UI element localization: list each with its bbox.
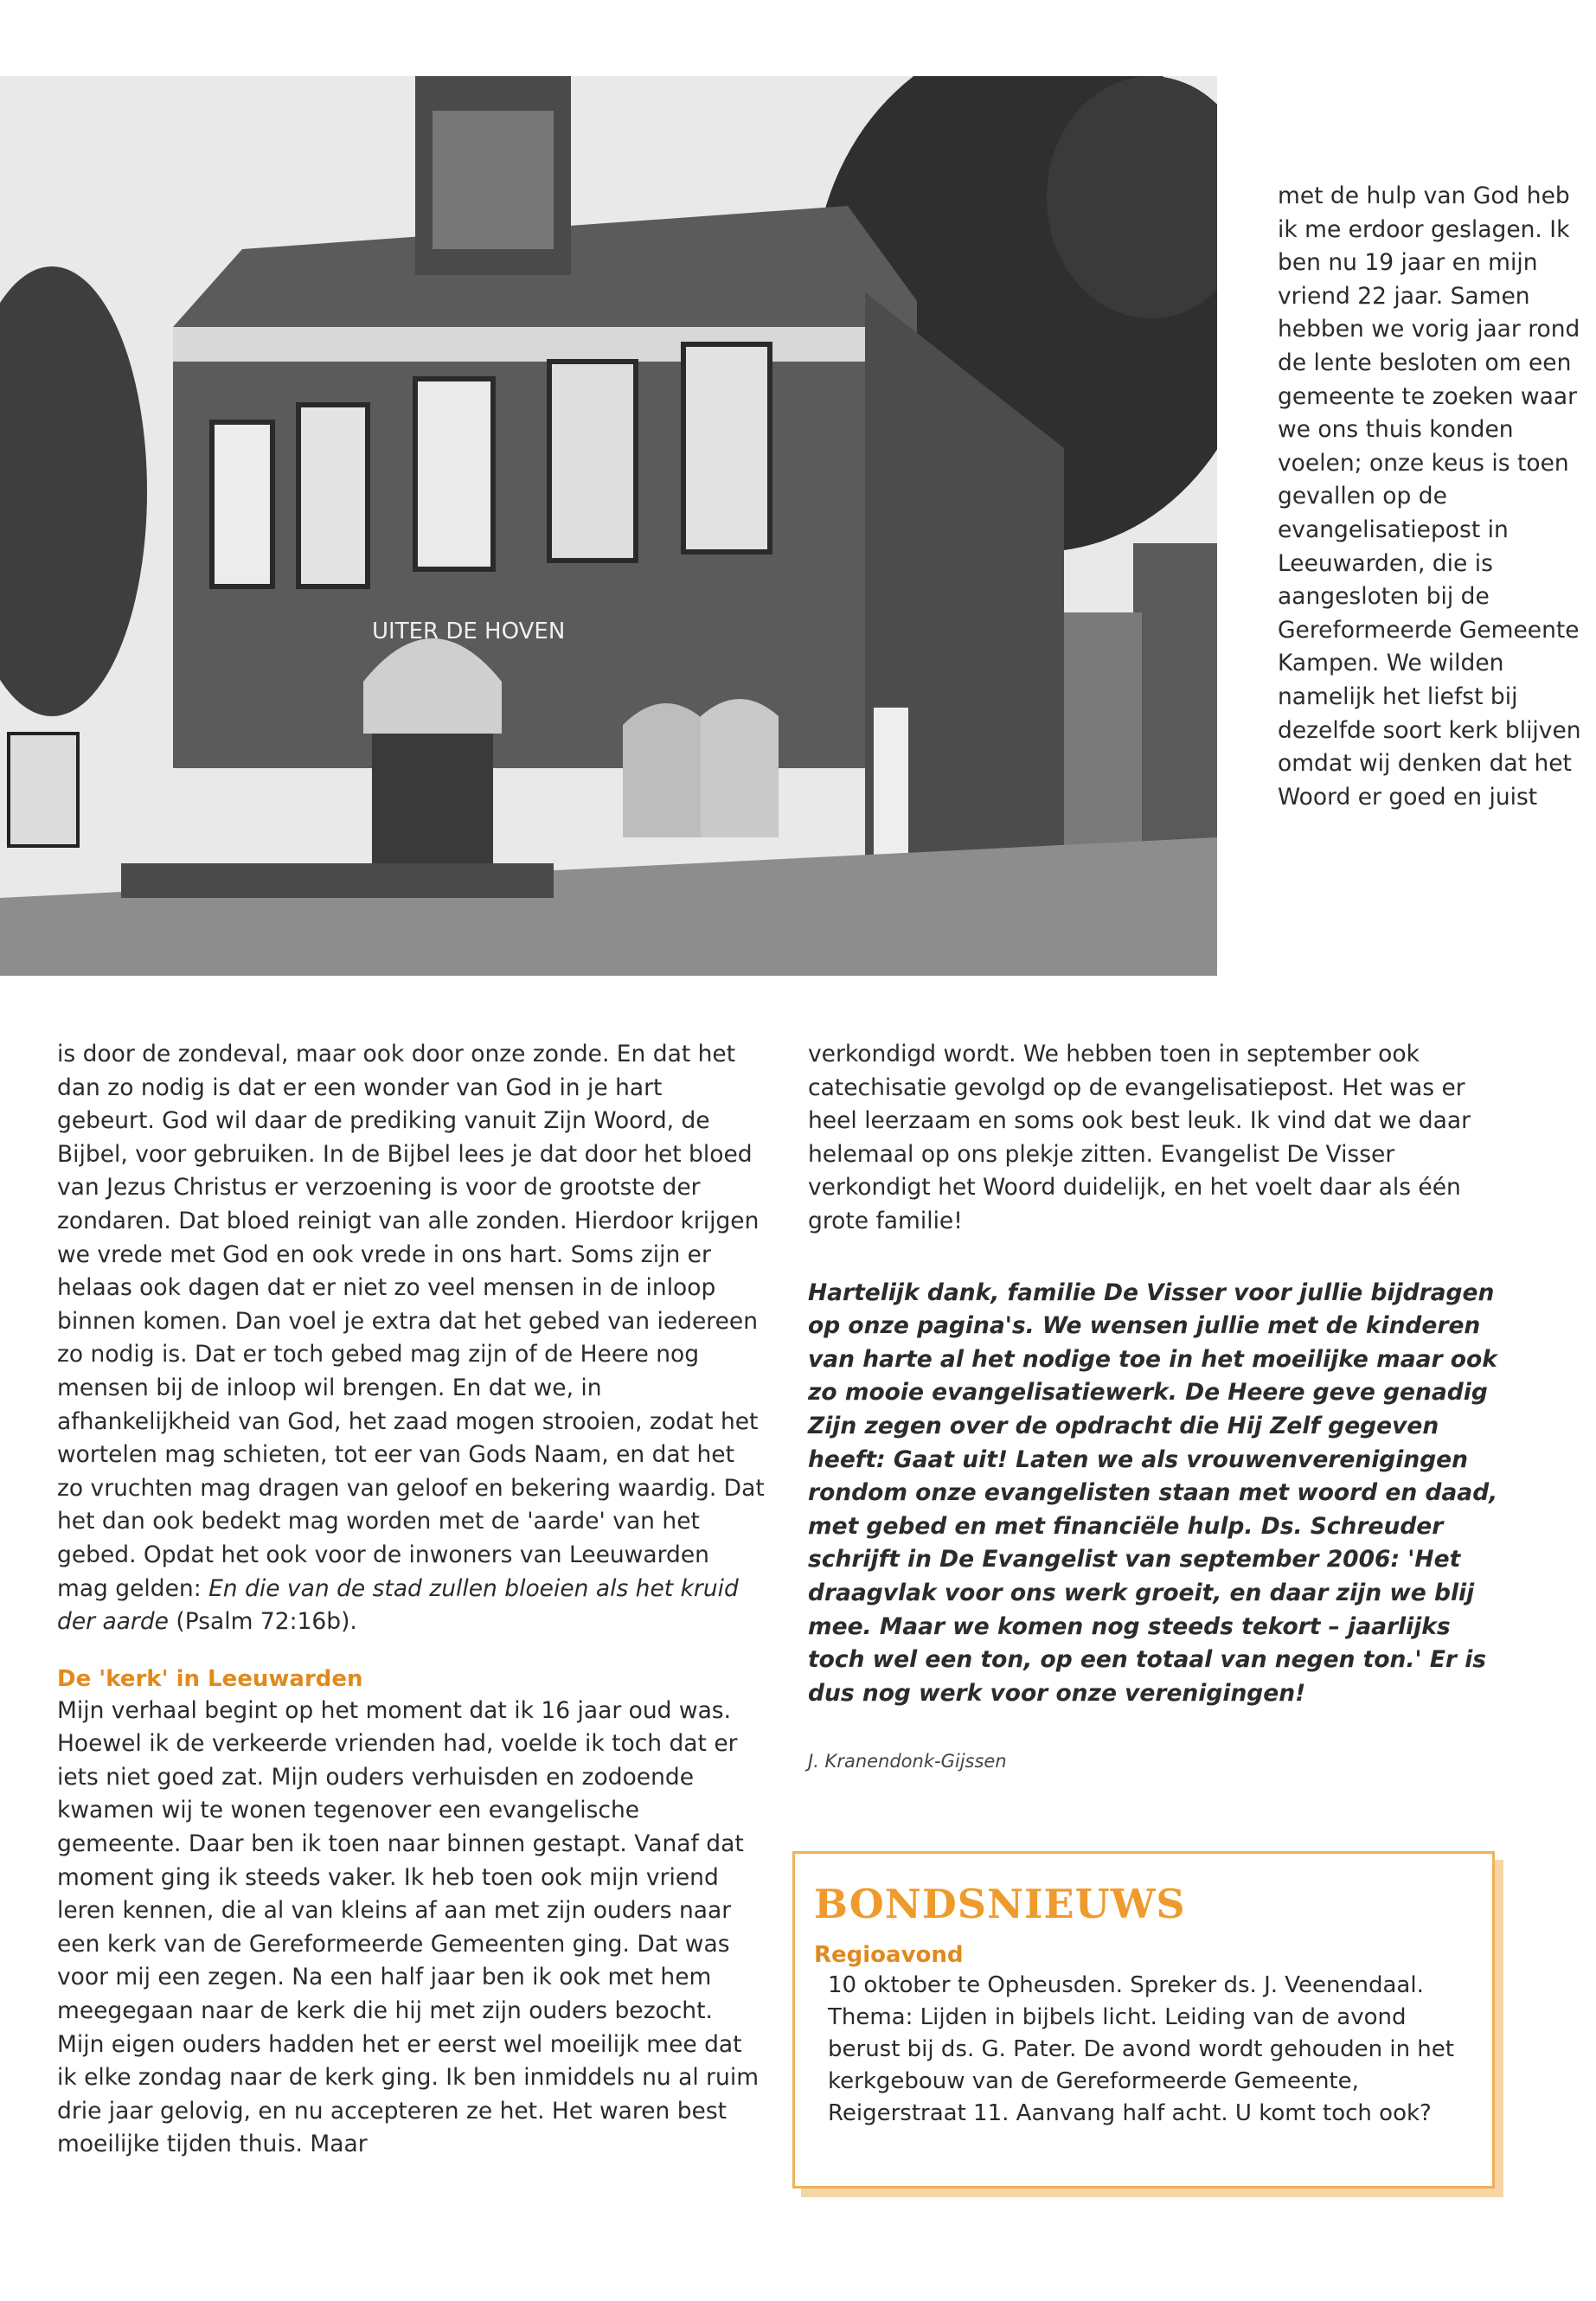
building-photo bbox=[0, 76, 1217, 976]
left-paragraph-2: Mijn verhaal begint op het moment dat ik 16 jaar oud was. Hoewel ik de verkeerde vrienden had, voelde ik toch dat er iets niet goed zat. Mijn ouders verhuisden en zodoende kwamen wij te wonen tegenover een evangelische gemeente. Daar ben ik toen naar binnen gestapt. Vanaf dat moment ging ik steeds vaker. Ik heb toen ook mijn vriend leren kennen, die al van kleins af aan met zijn ouders naar een kerk van de Gereformeerde Gemeenten ging. Dat was voor mij een zegen. Na een half jaar ben ik ook met hem meegegaan naar de kerk die hij met zijn ouders bezocht. Mijn eigen ouders hadden het er eerst wel moeilijk mee dat ik elke zondag naar de kerk ging. Ik ben inmiddels nu al ruim drie jaar gelovig, en nu accepteren ze het. Het waren best moeilijke tijden thuis. Maar bbox=[57, 1696, 760, 2158]
psalm-quote: En die van de stad zullen bloeien als het kruid der aarde bbox=[57, 1574, 739, 1636]
bondsnieuws-title: BONDSNIEUWS bbox=[814, 1881, 1186, 1927]
regioavond-text: 10 oktober te Opheusden. Spreker ds. J. Veenendaal. Thema: Lijden in bijbels licht. Leiding van de avond berust bij ds. G. Pater. De avond wordt gehouden in het kerkgebouw van de Gereformeerde Gemeente, Reigerstraat 11. Aanvang half acht. U komt toch ook? bbox=[828, 1972, 1454, 2126]
building-photo-icon bbox=[0, 76, 1217, 976]
regioavond-heading: Regioavond bbox=[814, 1942, 964, 1968]
right-column bbox=[808, 1038, 1509, 1779]
left-column bbox=[57, 1038, 766, 2162]
thanks-paragraph: Hartelijk dank, familie De Visser voor jullie bijdragen op onze pagina's. We wensen jullie met de kinderen van harte al het nodige toe in het moeilijke maar ook zo mooie evangelisatiewerk. De Heere geve genadig Zijn zegen over de opdracht die Hij Zelf gegeven heeft: Gaat uit! Laten we als vrouwenverenigingen rondom onze evangelisten staan met woord en daad, met gebed en met financiële hulp. Ds. Schreuder schrijft in De Evangelist van september 2006: 'Het draagvlak voor ons werk groeit, en daar zijn we blij mee. Maar we komen nog steeds tekort – jaarlijks toch wel een ton, op een totaal van negen ton.' Er is dus nog werk voor onze verenigingen! bbox=[808, 1279, 1498, 1707]
author-signature: J. Kranendonk-Gijssen bbox=[808, 1751, 1007, 1772]
subheading-kerk: De 'kerk' in Leeuwarden bbox=[57, 1665, 363, 1692]
side-column bbox=[1278, 180, 1589, 814]
psalm-reference: (Psalm 72:16b). bbox=[168, 1608, 357, 1636]
left-paragraph-1-main: is door de zondeval, maar ook door onze zonde. En dat het dan zo nodig is dat er een wonder van God in je hart gebeurt. God wil daar de prediking vanuit Zijn Woord, de Bijbel, voor gebruiken. In de Bijbel lees je dat door het bloed van Jezus Christus er verzoening is voor de grootste der zondaren. Dat bloed reinigt van alle zonden. Hierdoor krijgen we vrede met God en ook vrede in ons hart. Soms zijn er helaas ook dagen dat er niet zo veel mensen in de inloop binnen komen. Dan voel je extra dat het gebed van iedereen zo nodig is. Dat er toch gebed mag zijn of de Heere nog mensen bij de inloop wil brengen. En dat we, in afhankelijkheid van God, het zaad mogen strooien, zodat het wortelen mag schieten, tot eer van Gods Naam, en dat het zo vruchten mag dragen van geloof en bekering waardig. Dat het dan ook bedekt mag worden met de 'aarde' van het gebed. Opdat het ook voor de inwoners van Leeuwarden mag gelden: bbox=[57, 1041, 765, 1602]
side-column-text: met de hulp van God heb ik me erdoor geslagen. Ik ben nu 19 jaar en mijn vriend 22 jaar. Samen hebben we vorig jaar rond de lente besloten om een gemeente te zoeken waar we ons thuis konden voelen; onze keus is toen gevallen op de evangelisatiepost in Leeuwarden, die is aangesloten bij de Gereformeerde Gemeente Kampen. We wilden namelijk het liefst bij dezelfde soort kerk blijven omdat wij denken dat het Woord er goed en juist bbox=[1278, 183, 1581, 811]
left-paragraph-1 bbox=[57, 1038, 766, 1639]
right-paragraph-1: verkondigd wordt. We hebben toen in september ook catechisatie gevolgd op de evangelisatiepost. Het was er heel leerzaam en soms ook best leuk. Ik vind dat we daar helemaal op ons plekje zitten. Evangelist De Visser verkondigt het Woord duidelijk, en het voelt daar als één grote familie! bbox=[808, 1041, 1471, 1234]
bondsnieuws-box bbox=[792, 1851, 1495, 2189]
facade-text: UITER DE HOVEN bbox=[372, 619, 566, 644]
